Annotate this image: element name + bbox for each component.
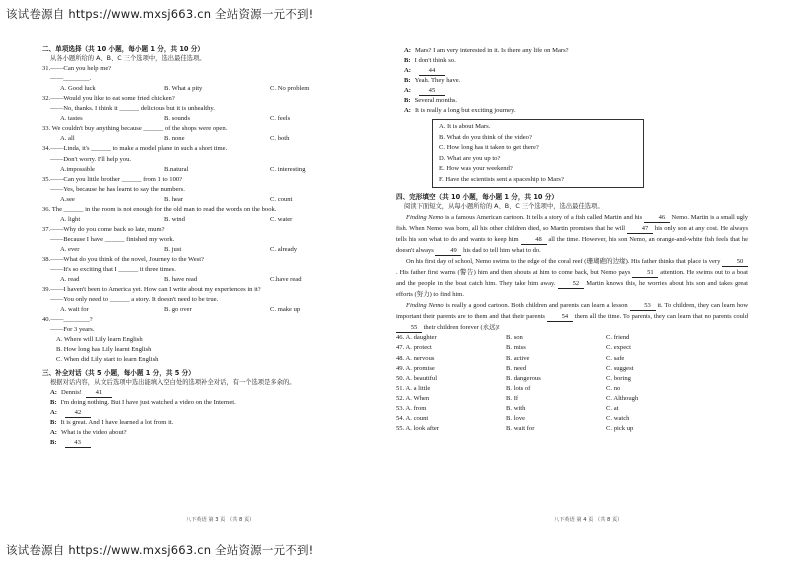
watermark-top: 该试卷源自 https://www.mxsj663.cn 全站资源一元不到! bbox=[6, 7, 314, 21]
option: C. interesting bbox=[270, 165, 306, 173]
cloze-option-row bbox=[396, 424, 746, 434]
cloze-option: C. no bbox=[606, 384, 621, 392]
cloze-option: 53. A. from bbox=[396, 404, 427, 412]
section2-title: 二、单项选择（共 10 小题，每小题 1 分，共 10 分） bbox=[42, 45, 204, 53]
cloze-option-row bbox=[396, 394, 746, 404]
question-line: 37.——Why do you come back so late, mum? bbox=[42, 225, 165, 233]
option-row bbox=[42, 84, 380, 94]
dialog-text: What is the video about? bbox=[60, 428, 127, 436]
cloze-option-row bbox=[396, 364, 746, 374]
dialog-part2 bbox=[396, 46, 746, 116]
dialog-text: Mars? I am very interested in it. Is there any life on Mars? bbox=[414, 47, 569, 54]
cloze-option: B. love bbox=[506, 414, 526, 422]
cloze-option: B. son bbox=[506, 334, 523, 342]
cloze-option: B. dangerous bbox=[506, 374, 541, 382]
dialog-text: I don't think so. bbox=[414, 57, 456, 65]
section4-title: 四、完形填空（共 10 小题，每小题 1 分，共 10 分） bbox=[396, 193, 558, 202]
passage-paragraph: Finding Nemo is really a good cartoon. Both children and parents can learn a lesson 53 it. To children, they can learn how important their parents are to them and that their parents 54 them all the time. To parents, they can learn that no parents could 55 their children forever (永远)! bbox=[396, 302, 749, 332]
question-line: ——Don't worry. I'll help you. bbox=[50, 155, 132, 163]
cloze-option: B. wait for bbox=[506, 424, 535, 432]
option: A. light bbox=[60, 215, 81, 223]
option: B. have read bbox=[164, 276, 198, 284]
question-line: ——Because I have ______ finished my work. bbox=[50, 235, 175, 243]
cloze-option: B. If bbox=[506, 394, 519, 402]
cloze-option-row bbox=[396, 384, 746, 394]
question-line: 40.——________? bbox=[42, 316, 93, 324]
box-option: C. How long has it taken to get there? bbox=[439, 144, 539, 152]
cloze-option: B. lots of bbox=[506, 384, 531, 392]
cloze-option: 50. A. beautiful bbox=[396, 374, 438, 382]
option: B. go over bbox=[164, 306, 192, 314]
question-line: ——No, thanks. I think it ______ delicious but it is unhealthy. bbox=[50, 105, 215, 113]
option: C. water bbox=[270, 215, 293, 223]
passage-paragraph: On his first day of school, Nemo swims to the edge of the coral reef (珊瑚礁的边缘). His father thinks that place is very 50. His father first warns (警告) him and then shouts at him to come back, but Nemo pays 51 attention. He swims out to a boat and the people in the boat catch him. They take him away. 52 Martin knows this, he worries about his son and takes great efforts (努力) to find him. bbox=[396, 258, 748, 299]
cloze-blank: 52 bbox=[558, 280, 584, 289]
footer-page-4: 八下英语 第 4 页 （共 8 页） bbox=[554, 517, 623, 523]
question-line: 31.——Can you help me? bbox=[42, 65, 112, 73]
dialog-line bbox=[396, 96, 746, 106]
q40-option: C. When did Lily start to learn English bbox=[56, 356, 159, 364]
option-row bbox=[42, 114, 380, 124]
box-option: B. What do you think of the video? bbox=[439, 133, 532, 141]
cloze-option: 52. A. When bbox=[396, 394, 430, 402]
dialog-line bbox=[42, 428, 380, 438]
cloze-option: B. with bbox=[506, 404, 526, 412]
option: B. hear bbox=[164, 195, 184, 203]
cloze-option: C. safe bbox=[606, 354, 625, 362]
dialog-speaker: B: bbox=[404, 97, 411, 105]
option: A. read bbox=[60, 276, 80, 284]
cloze-option: B. miss bbox=[506, 344, 526, 352]
option: A. wait for bbox=[60, 306, 89, 314]
mc-questions bbox=[42, 64, 380, 335]
question-line: 39.——I haven't been to America yet. How can I write about my experiences in it? bbox=[42, 286, 261, 294]
question-line: ——For 3 years. bbox=[50, 326, 95, 334]
question-line: 36. The ______ in the room is not enough for the old man to read the words on the book. bbox=[42, 205, 277, 213]
question-line: ——Yes, because he has learnt to say the numbers. bbox=[50, 185, 185, 193]
dialog-speaker: A: bbox=[404, 107, 411, 115]
cloze-option: C. expect bbox=[606, 344, 631, 352]
dialog-speaker: A: bbox=[50, 408, 57, 416]
question-line: ——It's so exciting that I ______ it three times. bbox=[50, 266, 176, 274]
dialog-speaker: A: bbox=[404, 87, 411, 95]
box-option: D. What are you up to? bbox=[439, 154, 501, 162]
cloze-option: C. at bbox=[606, 404, 619, 412]
option: A. ever bbox=[60, 245, 80, 253]
cloze-option: 51. A. a little bbox=[396, 384, 431, 392]
box-option: F. Have the scientists sent a spaceship to Mars? bbox=[439, 175, 564, 183]
dialog-blank: 41 bbox=[86, 389, 112, 398]
question-line: 33. We couldn't buy anything because ______ of the shops were open. bbox=[42, 125, 228, 133]
option-row bbox=[42, 275, 380, 285]
q40-option: A. Where will Lily learn English bbox=[56, 336, 143, 344]
cloze-option: 48. A. nervous bbox=[396, 354, 435, 362]
cloze-option: C. Although bbox=[606, 394, 639, 402]
option: B. none bbox=[164, 135, 185, 143]
option: B. wind bbox=[164, 215, 185, 223]
section3-title: 三、补全对话（共 5 小题，每小题 1 分，共 5 分） bbox=[42, 368, 195, 377]
dialog-text: I'm doing nothing. But I have just watched a video on the Internet. bbox=[60, 398, 236, 406]
option: C. both bbox=[270, 135, 290, 143]
cloze-option-row bbox=[396, 354, 746, 364]
cloze-option: C. pick up bbox=[606, 424, 634, 432]
cloze-blank: 46 bbox=[644, 214, 670, 223]
dialog-text: Several months. bbox=[414, 97, 458, 105]
option: C. already bbox=[270, 245, 298, 253]
section2-instructions: 从各小题所给的 A、B、C 三个选项中，选出最佳选项。 bbox=[50, 55, 206, 63]
dialog-speaker: B: bbox=[50, 418, 57, 426]
cloze-blank: 54 bbox=[547, 313, 573, 322]
option: B. sounds bbox=[164, 115, 191, 123]
cloze-option-row bbox=[396, 333, 746, 343]
dialog-options-box bbox=[432, 119, 644, 188]
cloze-option: 46. A. daughter bbox=[396, 334, 437, 342]
question-line: 38.——What do you think of the novel, Journey to the West? bbox=[42, 255, 204, 263]
option: A. Good luck bbox=[60, 85, 96, 93]
cloze-option: C. boring bbox=[606, 374, 631, 382]
dialog-line bbox=[42, 438, 380, 448]
dialog-blank: 43 bbox=[65, 439, 91, 448]
option: B. just bbox=[164, 245, 182, 253]
cloze-blank: 49 bbox=[435, 247, 461, 256]
cloze-blank: 50 bbox=[722, 258, 748, 267]
cloze-option-row bbox=[396, 404, 746, 414]
section3-instructions: 根据对话内容，从文后选项中选出能填入空白处的选项补全对话，有一个选项是多余的。 bbox=[50, 378, 296, 386]
cloze-option: 54. A. count bbox=[396, 414, 429, 422]
dialog-speaker: A: bbox=[50, 388, 57, 396]
dialog-blank: 44 bbox=[419, 67, 445, 76]
question-line: 34.——Linda, it's ______ to make a model plane in such a short time. bbox=[42, 145, 228, 153]
option: C.have read bbox=[270, 276, 302, 284]
dialog-text: It is really a long but exciting journey. bbox=[414, 107, 516, 115]
watermark-bottom: 该试卷源自 https://www.mxsj663.cn 全站资源一元不到! bbox=[6, 543, 314, 557]
left-page bbox=[42, 44, 380, 448]
section4-instructions: 阅读下面短文，从每小题所给的 A、B、C 三个选项中，选出最佳选项。 bbox=[404, 203, 604, 211]
cloze-option-row bbox=[396, 414, 746, 424]
cloze-option-row bbox=[396, 374, 746, 384]
dialog-line bbox=[42, 388, 380, 398]
dialog-speaker: A: bbox=[404, 67, 411, 75]
option-row bbox=[42, 195, 380, 205]
cloze-blank: 55 bbox=[396, 324, 422, 333]
dialog-line bbox=[396, 56, 746, 66]
option: B. What a pity bbox=[164, 85, 203, 93]
cloze-option: C. suggest bbox=[606, 364, 634, 372]
dialog-speaker: B: bbox=[50, 438, 57, 446]
option: A. all bbox=[60, 135, 75, 143]
box-option: A. It is about Mars. bbox=[439, 123, 491, 131]
dialog-text: It is great. And I have learned a lot from it. bbox=[60, 418, 174, 426]
dialog-line bbox=[42, 408, 380, 418]
dialog-speaker: B: bbox=[404, 77, 411, 85]
cloze-option: B. need bbox=[506, 364, 527, 372]
option: C. make up bbox=[270, 306, 301, 314]
option: A. tastes bbox=[60, 115, 83, 123]
option: A.see bbox=[60, 195, 75, 203]
cloze-options bbox=[396, 333, 746, 433]
dialog-line bbox=[396, 76, 746, 86]
cloze-option-row bbox=[396, 343, 746, 353]
cloze-blank: 47 bbox=[627, 225, 653, 234]
dialog-line bbox=[396, 66, 746, 76]
cloze-option: B. active bbox=[506, 354, 530, 362]
question-line: 32.——Would you like to eat some fried chicken? bbox=[42, 95, 175, 103]
q40-options bbox=[42, 335, 380, 365]
dialog-line bbox=[42, 398, 380, 408]
cloze-blank: 53 bbox=[630, 302, 656, 311]
option-row bbox=[42, 165, 380, 175]
dialog-line bbox=[42, 418, 380, 428]
dialog-text: Dennis! bbox=[60, 388, 82, 396]
dialog-speaker: B: bbox=[404, 57, 411, 65]
question-line: 35.——Can you little brother ______ from 1 to 100? bbox=[42, 175, 183, 183]
dialog-line bbox=[396, 46, 746, 56]
cloze-blank: 48 bbox=[521, 236, 547, 245]
cloze-option: 47. A. protect bbox=[396, 344, 432, 352]
box-option: E. How was your weekend? bbox=[439, 165, 513, 173]
cloze-option: C. friend bbox=[606, 334, 630, 342]
option-row bbox=[42, 215, 380, 225]
cloze-blank: 51 bbox=[632, 269, 658, 278]
dialog-blank: 42 bbox=[65, 409, 91, 418]
passage-paragraph: Finding Nemo is a famous American cartoon. It tells a story of a fish called Martin and his 46 Nemo. Martin is a small ugly fish. When Nemo was born, all his other children died, so Martin promises that he will 47 his only son at any cost. He always tells his son what to do and wants to keep him 48 all the time. However, his son Nemo, an orange-and-white fish feels that he doesn't always 49 his dad to tell him what to do. bbox=[396, 214, 749, 255]
option: C. count bbox=[270, 195, 293, 203]
dialog-line bbox=[396, 106, 746, 116]
cloze-option: 55. A. look after bbox=[396, 424, 440, 432]
dialog-speaker: B: bbox=[50, 398, 57, 406]
dialog-line bbox=[396, 86, 746, 96]
option-row bbox=[42, 305, 380, 315]
option: C. feels bbox=[270, 115, 291, 123]
dialog-speaker: A: bbox=[50, 428, 57, 436]
option-row bbox=[42, 134, 380, 144]
question-line: ——You only need to ______ a story. It doesn't need to be true. bbox=[50, 296, 219, 304]
option: C. No problem bbox=[270, 85, 310, 93]
option-row bbox=[42, 245, 380, 255]
cloze-option: C. watch bbox=[606, 414, 630, 422]
cloze-passage bbox=[396, 212, 749, 333]
dialog-blank: 45 bbox=[419, 87, 445, 96]
option: B.natural bbox=[164, 165, 189, 173]
dialog-text: Yeah. They have. bbox=[414, 77, 461, 85]
q40-option: B. How long has Lily learnt English bbox=[56, 346, 152, 354]
question-line: ——________. bbox=[50, 75, 92, 83]
option: A.impossible bbox=[60, 165, 95, 173]
dialog-speaker: A: bbox=[404, 47, 411, 54]
footer-page-3: 八下英语 第 3 页 （共 8 页） bbox=[186, 517, 255, 523]
cloze-option: 49. A. promise bbox=[396, 364, 435, 372]
right-page bbox=[396, 46, 749, 434]
dialog-part1 bbox=[42, 388, 380, 448]
